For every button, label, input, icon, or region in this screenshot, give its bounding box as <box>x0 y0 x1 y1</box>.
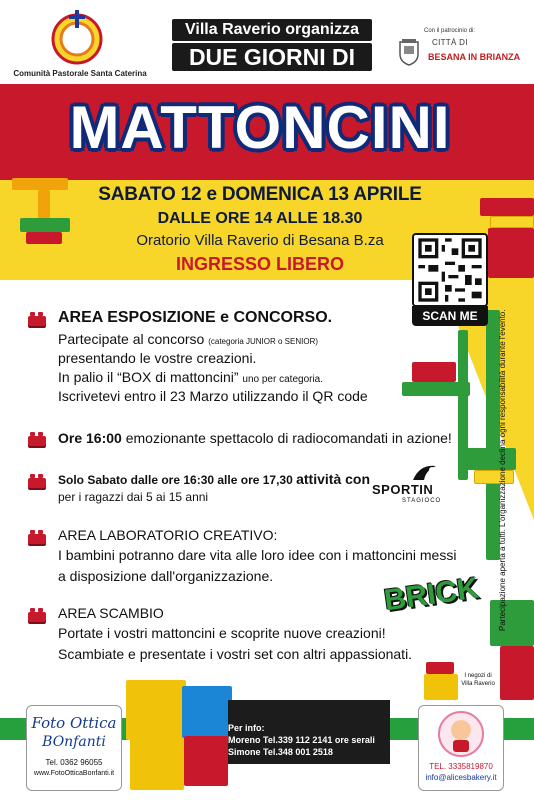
brick-bullet-icon <box>28 612 46 622</box>
patronage-label: Con il patrocinio di: <box>424 28 476 34</box>
section-heading-exhibition: AREA ESPOSIZIONE e CONCORSO. <box>58 309 333 326</box>
brick-deco <box>26 232 62 244</box>
section-text: Scambiate e presentate i vostri set con altri appassionati. <box>58 646 413 662</box>
text-bold: Solo Sabato dalle ore 16:30 alle ore 17,30 <box>58 473 297 487</box>
organizer-tag: Villa Raverio organizza <box>172 19 372 41</box>
town-crest-icon <box>398 38 420 66</box>
text-line: emozionante spettacolo di radiocomandati in azione! <box>121 430 452 446</box>
text-line: Partecipate al concorso <box>58 331 209 347</box>
section-text: Portate i vostri mattoncini e scoprite nuove creazioni! <box>58 625 386 641</box>
brick-deco <box>488 228 534 278</box>
brick-deco <box>424 674 458 700</box>
brick-deco <box>126 680 186 740</box>
sponsor-optica-tel: Tel. 0362 96055 <box>45 758 103 767</box>
brick-bullet-icon <box>28 478 46 488</box>
brick-deco <box>480 198 534 216</box>
contact-info <box>228 722 388 758</box>
bakery-logo-icon <box>419 706 503 762</box>
qr-code-icon <box>414 235 486 305</box>
days-tag: DUE GIORNI DI <box>172 43 372 71</box>
section-text-sport <box>58 470 370 490</box>
brick-bullet-icon <box>28 436 46 446</box>
section-text <box>58 368 323 389</box>
org-label: Comunità Pastorale Santa Caterina <box>13 69 147 78</box>
parish-logo-icon <box>48 8 106 66</box>
event-date: SABATO 12 e DOMENICA 13 APRILE <box>98 184 422 205</box>
shops-label: I negozi di Villa Raverio <box>461 673 495 687</box>
sponsor-bakery-tel: TEL. 3335819870 <box>429 762 493 771</box>
sportin-logo-icon <box>410 462 440 484</box>
section-text: Iscrivetevi entro il 23 Marzo utilizzando il QR code <box>58 388 368 404</box>
section-heading-lab: AREA LABORATORIO CREATIVO: <box>58 527 278 543</box>
brick-deco <box>20 218 70 232</box>
brick-deco <box>12 178 68 190</box>
event-venue: Oratorio Villa Raverio di Besana B.za <box>136 232 384 249</box>
text-bold: attività con <box>296 471 371 487</box>
section-text: presentando le vostre creazioni. <box>58 350 257 366</box>
event-hours: DALLE ORE 14 ALLE 18.30 <box>157 210 363 227</box>
sportin-brand: SPORTIN <box>372 482 434 497</box>
contact-simone: Simone Tel.348 001 2518 <box>228 747 333 757</box>
brick-word: BRICK <box>382 571 481 618</box>
text-note: (categoria JUNIOR o SENIOR) <box>208 337 319 346</box>
qr-code[interactable] <box>412 233 488 307</box>
brick-deco <box>500 646 534 700</box>
text-bold: Ore 16:00 <box>58 430 122 446</box>
city-label: CITTÀ DI <box>432 38 468 47</box>
sponsor-optica-name2: BOnfanti <box>42 734 106 750</box>
brick-bullet-icon <box>28 316 46 326</box>
section-text <box>58 330 318 351</box>
scan-me-label: SCAN ME <box>412 306 488 326</box>
page-title: MATTONCINI <box>69 94 451 161</box>
text-line: In palio il “BOX di mattoncini” <box>58 369 243 385</box>
sponsor-optica-name: Foto Ottica <box>31 714 117 732</box>
section-text: a disposizione dall'organizzazione. <box>58 568 274 584</box>
sponsor-bakery-mail: info@alicesbakery.it <box>425 773 497 782</box>
brick-deco <box>130 738 184 790</box>
sponsor-optica-web: www.FotoOtticaBonfanti.it <box>33 770 115 777</box>
brick-bullet-icon <box>28 534 46 544</box>
brick-deco <box>182 686 232 738</box>
brick-deco <box>426 662 454 674</box>
town-name: BESANA IN BRIANZA <box>428 52 521 62</box>
brick-deco <box>412 362 456 382</box>
section-heading-swap: AREA SCAMBIO <box>58 605 164 621</box>
entry-label: INGRESSO LIBERO <box>175 254 345 274</box>
section-text-show <box>58 429 452 448</box>
section-text: I bambini potranno dare vita alle loro idee con i mattoncini messi <box>58 547 457 563</box>
text-note: uno per categoria. <box>242 374 324 385</box>
section-text: per i ragazzi dai 5 ai 15 anni <box>58 490 209 504</box>
brick-deco <box>490 216 534 228</box>
brick-deco <box>184 736 228 786</box>
info-title: Per info: <box>228 723 265 733</box>
sportin-sub: STAGIOCO <box>402 498 442 504</box>
side-disclaimer: Partecipazione aperta a tutti. L'organizzazione declina ogni responsabilità durante l'evento. <box>498 309 507 631</box>
contact-moreno: Moreno Tel.339 112 2141 ore serali <box>228 735 375 745</box>
